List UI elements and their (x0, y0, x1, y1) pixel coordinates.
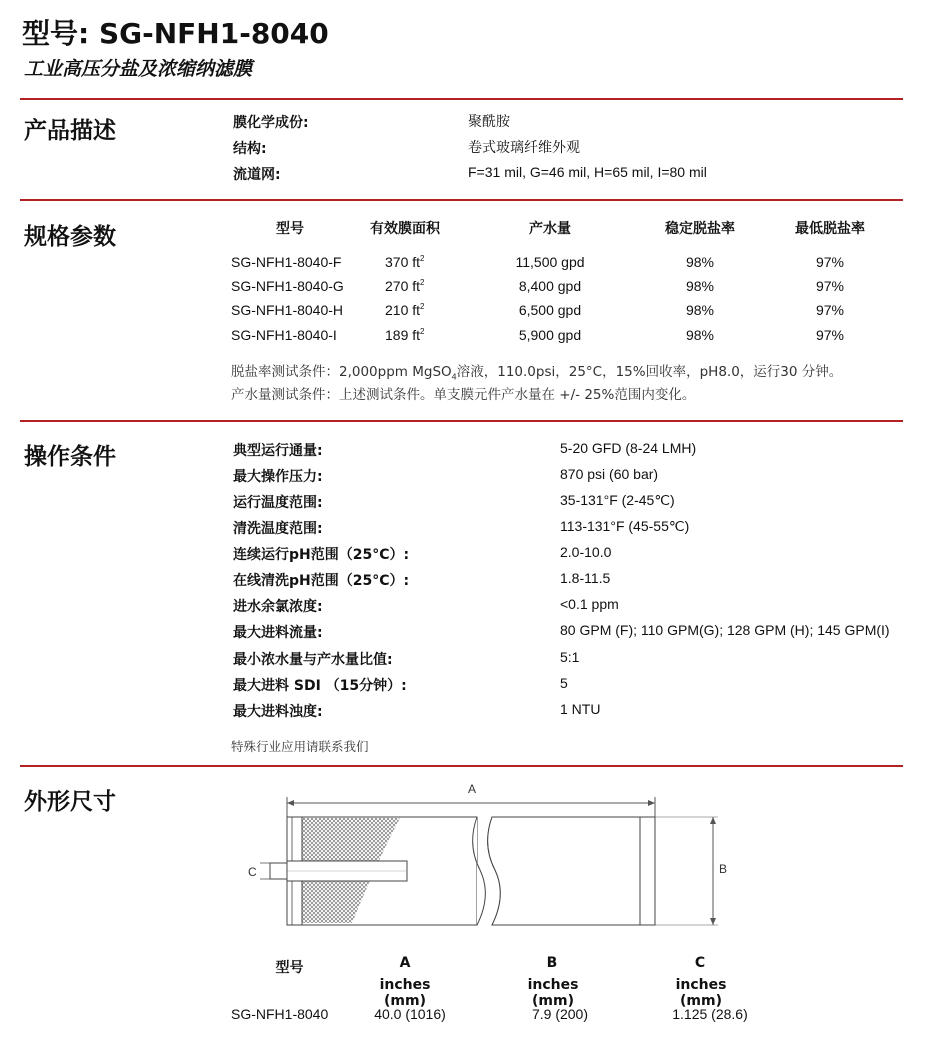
section-divider (20, 199, 903, 201)
dimension-label-b: B (719, 862, 728, 876)
section-title-operating: 操作条件 (24, 444, 116, 470)
section-title-specs: 规格参数 (24, 224, 116, 250)
spec-note-salt-rejection: 脱盐率测试条件：2,000ppm MgSO$_4$溶液，110.0psi，25°C，15%回收率，pH8.0，运行30 分钟。 (231, 364, 843, 382)
element-dimension-diagram (240, 775, 760, 935)
dim-model: SG-NFH1-8040 (231, 1006, 329, 1022)
spec-stable: 98% (685, 278, 715, 294)
spec-flow: 8,400 gpd (518, 278, 582, 294)
description-value: F=31 mil, G=46 mil, H=65 mil, I=80 mil (468, 164, 707, 180)
spec-area: 370 $ft^2$ (385, 254, 425, 270)
spec-min: 97% (815, 254, 845, 270)
section-title-description: 产品描述 (24, 118, 116, 144)
description-value: 卷式玻璃纤维外观 (468, 139, 580, 155)
description-value: 聚酰胺 (468, 113, 510, 129)
spec-flow: 5,900 gpd (518, 327, 582, 343)
operating-label: 在线清洗pH范围（25°C）: (233, 573, 410, 589)
dim-header-c-unit: inches (mm) (675, 977, 727, 1009)
spec-model: SG-NFH1-8040-I (231, 327, 337, 343)
page-subtitle: 工业高压分盐及浓缩纳滤膜 (24, 58, 253, 80)
section-divider (20, 420, 903, 422)
operating-label: 最大进料流量: (233, 625, 323, 641)
description-label: 流道网: (233, 167, 281, 183)
operating-label: 运行温度范围: (233, 495, 323, 511)
spec-stable: 98% (685, 254, 715, 270)
operating-value: 870 psi (60 bar) (560, 466, 659, 482)
operating-value: 113-131°F (45-55℃) (560, 518, 690, 534)
operating-label: 连续运行pH范围（25°C）: (233, 547, 410, 563)
dimension-label-c: C (248, 865, 257, 879)
operating-value: <0.1 ppm (560, 596, 619, 612)
operating-note: 特殊行业应用请联系我们 (231, 739, 369, 754)
operating-value: 35-131°F (2-45℃) (560, 492, 675, 508)
spec-area: 189 $ft^2$ (385, 327, 425, 343)
dim-header-c: C (694, 955, 706, 971)
spec-min: 97% (815, 302, 845, 318)
dim-header-a-unit: inches (mm) (379, 977, 431, 1009)
operating-label: 典型运行通量: (233, 443, 323, 459)
dim-header-b-unit: inches (mm) (527, 977, 579, 1009)
operating-label: 最大进料 SDI （15分钟）: (233, 678, 407, 694)
operating-value: 2.0-10.0 (560, 544, 612, 560)
spec-model: SG-NFH1-8040-F (231, 254, 342, 270)
dim-header-model: 型号 (275, 960, 304, 976)
spec-header-area: 有效膜面积 (370, 221, 440, 237)
dim-header-b: B (546, 955, 558, 971)
section-title-dimensions: 外形尺寸 (24, 789, 116, 815)
section-divider (20, 765, 903, 767)
dim-b: 7.9 (200) (531, 1006, 589, 1022)
spec-model: SG-NFH1-8040-H (231, 302, 344, 318)
spec-area: 210 $ft^2$ (385, 302, 425, 318)
spec-stable: 98% (685, 327, 715, 343)
operating-label: 进水余氯浓度: (233, 599, 323, 615)
operating-value: 1.8-11.5 (560, 570, 611, 586)
spec-min: 97% (815, 278, 845, 294)
spec-header-model: 型号 (276, 221, 304, 237)
dim-a: 40.0 (1016) (374, 1006, 446, 1022)
operating-value: 5:1 (560, 649, 580, 665)
operating-label: 最大进料浊度: (233, 704, 323, 720)
spec-model: SG-NFH1-8040-G (231, 278, 344, 294)
spec-flow: 6,500 gpd (518, 302, 582, 318)
operating-value: 5-20 GFD (8-24 LMH) (560, 440, 697, 456)
section-divider (20, 98, 903, 100)
spec-area: 270 $ft^2$ (385, 278, 425, 294)
spec-header-flow: 产水量 (529, 221, 571, 237)
spec-header-min: 最低脱盐率 (795, 221, 865, 237)
description-label: 膜化学成份: (233, 115, 309, 131)
operating-label: 最大操作压力: (233, 469, 323, 485)
spec-flow: 11,500 gpd (515, 254, 585, 270)
dim-c: 1.125 (28.6) (672, 1006, 748, 1022)
dimension-label-a: A (468, 782, 477, 796)
dim-header-a: A (399, 955, 411, 971)
spec-header-stable: 稳定脱盐率 (665, 221, 735, 237)
spec-note-flow: 产水量测试条件：上述测试条件。单支膜元件产水量在 +/- 25%范围内变化。 (231, 387, 696, 403)
description-label: 结构: (233, 141, 267, 157)
page-title: 型号: SG-NFH1-8040 (22, 17, 329, 50)
operating-value: 1 NTU (560, 701, 601, 717)
operating-value: 80 GPM (F); 110 GPM(G); 128 GPM (H); 145 GPM(I) (560, 622, 890, 638)
operating-value: 5 (560, 675, 568, 691)
operating-label: 清洗温度范围: (233, 521, 323, 537)
operating-label: 最小浓水量与产水量比值: (233, 652, 393, 668)
spec-stable: 98% (685, 302, 715, 318)
spec-min: 97% (815, 327, 845, 343)
